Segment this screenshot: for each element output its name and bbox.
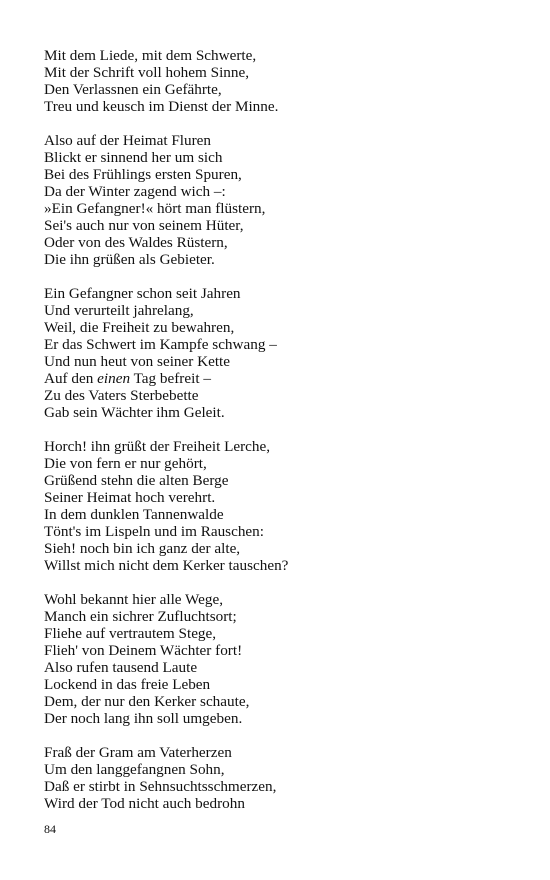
stanza — [44, 285, 514, 421]
poem-line: Also auf der Heimat Fluren — [44, 132, 212, 149]
stanza — [44, 591, 514, 727]
poem-line: Wohl bekannt hier alle Wege, — [44, 591, 224, 608]
emphasized-word: einen — [97, 370, 131, 387]
poem-text — [44, 47, 514, 829]
poem-line: Ein Gefangner schon seit Jahren — [44, 285, 241, 302]
poem-line: Fraß der Gram am Vaterherzen — [44, 744, 232, 761]
poem-line: Sieh! noch bin ich ganz der alte, — [44, 540, 241, 557]
poem-line: Also rufen tausend Laute — [44, 659, 198, 676]
poem-line: Horch! ihn grüßt der Freiheit Lerche, — [44, 438, 271, 455]
poem-line: Weil, die Freiheit zu bewahren, — [44, 319, 235, 336]
poem-line: »Ein Gefangner!« hört man flüstern, — [44, 200, 266, 217]
poem-line: Die von fern er nur gehört, — [44, 455, 207, 472]
poem-line: Seiner Heimat hoch verehrt. — [44, 489, 216, 506]
poem-line: Um den langgefangnen Sohn, — [44, 761, 225, 778]
stanza — [44, 744, 514, 812]
poem-line: Und verurteilt jahrelang, — [44, 302, 194, 319]
poem-line: Blickt er sinnend her um sich — [44, 149, 223, 166]
poem-line: Mit der Schrift voll hohem Sinne, — [44, 64, 250, 81]
poem-line: Treu und keusch im Dienst der Minne. — [44, 98, 279, 115]
poem-line: Die ihn grüßen als Gebieter. — [44, 251, 215, 268]
stanza — [44, 132, 514, 268]
poem-line: Zu des Vaters Sterbebette — [44, 387, 199, 404]
poem-line-part: Auf den — [44, 370, 98, 387]
poem-line: Wird der Tod nicht auch bedrohn — [44, 795, 245, 812]
stanza — [44, 47, 514, 115]
poem-line: Gab sein Wächter ihm Geleit. — [44, 404, 225, 421]
poem-line-part: Tag befreit – — [130, 370, 211, 387]
poem-line: Tönt's im Lispeln und im Rauschen: — [44, 523, 264, 540]
poem-line: Oder von des Waldes Rüstern, — [44, 234, 228, 251]
poem-line: Der noch lang ihn soll umgeben. — [44, 710, 243, 727]
poem-line: Bei des Frühlings ersten Spuren, — [44, 166, 242, 183]
poem-line: Dem, der nur den Kerker schaute, — [44, 693, 250, 710]
poem-line: Und nun heut von seiner Kette — [44, 353, 231, 370]
poem-line: Er das Schwert im Kampfe schwang – — [44, 336, 277, 353]
poem-line: Sei's auch nur von seinem Hüter, — [44, 217, 244, 234]
poem-line: Daß er stirbt in Sehnsuchtsschmerzen, — [44, 778, 277, 795]
page-number: 84 — [44, 822, 56, 836]
poem-line: Grüßend stehn die alten Berge — [44, 472, 229, 489]
poem-line: Willst mich nicht dem Kerker tauschen? — [44, 557, 289, 574]
poem-line: Fliehe auf vertrautem Stege, — [44, 625, 217, 642]
poem-line: Mit dem Liede, mit dem Schwerte, — [44, 47, 257, 64]
poem-line: Flieh' von Deinem Wächter fort! — [44, 642, 243, 659]
poem-line: Den Verlassnen ein Gefährte, — [44, 81, 222, 98]
poem-line: Lockend in das freie Leben — [44, 676, 211, 693]
poem-line: Da der Winter zagend wich –: — [44, 183, 226, 200]
poem-line — [44, 370, 514, 387]
poem-line: In dem dunklen Tannenwalde — [44, 506, 224, 523]
poem-line: Manch ein sichrer Zufluchtsort; — [44, 608, 237, 625]
stanza — [44, 438, 514, 574]
